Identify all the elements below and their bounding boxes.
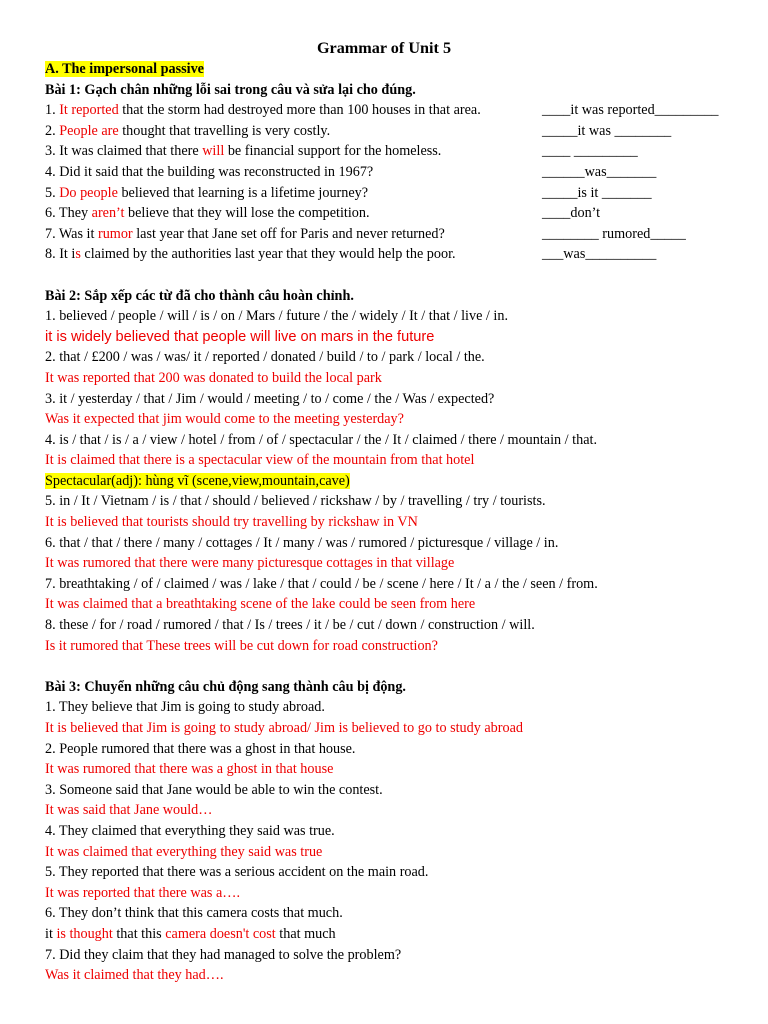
exercise-3-heading: Bài 3: Chuyển những câu chủ động sang thành câu bị động. bbox=[45, 678, 406, 695]
exercise-3-answer: It was rumored that there was a ghost in that house bbox=[45, 761, 334, 778]
exercise-3-answer: It was said that Jane would… bbox=[45, 802, 213, 819]
question-text: 2. bbox=[45, 122, 60, 139]
exercise-1-answer: _____is it _______ bbox=[542, 184, 652, 201]
error-text: will bbox=[202, 143, 225, 160]
question-text: 1. bbox=[45, 102, 60, 119]
exercise-1-item bbox=[45, 162, 748, 183]
exercise-1-question bbox=[45, 121, 542, 142]
exercise-3-question: 1. They believe that Jim is going to study abroad. bbox=[45, 699, 325, 716]
exercise-1-item bbox=[45, 183, 748, 204]
question-text: claimed by the authorities last year that they would help the poor. bbox=[80, 246, 456, 263]
spacer bbox=[45, 265, 748, 286]
exercise-2-answer: It is claimed that there is a spectacular view of the mountain from that hotel bbox=[45, 452, 475, 469]
question-text: 3. It was claimed that there bbox=[45, 143, 203, 160]
exercise-3-question: 3. Someone said that Jane would be able to win the contest. bbox=[45, 781, 383, 798]
spacer bbox=[45, 656, 748, 677]
exercise-1-answer: ______was_______ bbox=[542, 163, 657, 180]
answer-text: that much bbox=[275, 925, 336, 942]
error-text: rumor bbox=[97, 225, 133, 242]
exercise-1-answer: ___was__________ bbox=[542, 246, 657, 263]
exercise-2-heading: Bài 2: Sắp xếp các từ đã cho thành câu hoàn chỉnh. bbox=[45, 287, 354, 304]
exercise-3-list bbox=[45, 697, 748, 985]
question-text: last year that Jane set off for Paris and never returned? bbox=[132, 225, 445, 242]
exercise-1-answer: ____don’t bbox=[542, 205, 601, 222]
exercise-1-list bbox=[45, 100, 748, 265]
exercise-3-answer: Was it claimed that they had…. bbox=[45, 967, 224, 984]
exercise-2-answer: It was claimed that a breathtaking scene of the lake could be seen from here bbox=[45, 596, 476, 613]
question-text: 6. They bbox=[45, 205, 92, 222]
exercise-2-answer: It was rumored that there were many picturesque cottages in that village bbox=[45, 555, 455, 572]
exercise-3-question: 7. Did they claim that they had managed to solve the problem? bbox=[45, 946, 402, 963]
error-text: People are bbox=[59, 122, 119, 139]
exercise-1-item bbox=[45, 224, 748, 245]
exercise-2-question: 8. these / for / road / rumored / that / Is / trees / it / be / cut / down / construction / will. bbox=[45, 617, 535, 634]
question-text: 8. It i bbox=[45, 246, 76, 263]
exercise-1-answer: ____it was reported_________ bbox=[542, 102, 719, 119]
exercise-1-question bbox=[45, 100, 542, 121]
exercise-2-answer: Was it expected that jim would come to the meeting yesterday? bbox=[45, 411, 404, 428]
section-a-label: A. The impersonal passive bbox=[45, 61, 204, 77]
exercise-2-answer: it is widely believed that people will live on mars in the future bbox=[45, 328, 435, 345]
exercise-1-question bbox=[45, 224, 542, 245]
exercise-1-answer: ________ rumored_____ bbox=[542, 225, 686, 242]
exercise-2-question: 1. believed / people / will / is / on / Mars / future / the / widely / It / that / live / in. bbox=[45, 308, 508, 325]
error-text: aren’t bbox=[91, 205, 125, 222]
exercise-2-question: 4. is / that / is / a / view / hotel / from / of / spectacular / the / It / claimed / there / mountain / that. bbox=[45, 431, 597, 448]
exercise-2-list bbox=[45, 306, 748, 656]
answer-highlight: is thought bbox=[56, 925, 113, 942]
exercise-1-answer: ____ _________ bbox=[542, 143, 638, 160]
exercise-3-answer: It was reported that there was a…. bbox=[45, 884, 241, 901]
error-text: Do people bbox=[59, 184, 118, 201]
exercise-3-question: 5. They reported that there was a serious accident on the main road. bbox=[45, 864, 429, 881]
exercise-1-item bbox=[45, 244, 748, 265]
answer-highlight: camera doesn't cost bbox=[165, 925, 276, 942]
exercise-2-question: 5. in / It / Vietnam / is / that / should / believed / rickshaw / by / travelling / try / tourists. bbox=[45, 493, 546, 510]
exercise-2-question: 7. breathtaking / of / claimed / was / lake / that / could / be / scene / here / It / a / the / seen / from. bbox=[45, 575, 598, 592]
question-text: believed that learning is a lifetime journey? bbox=[117, 184, 369, 201]
exercise-1-question bbox=[45, 162, 542, 183]
question-text: 7. Was it bbox=[45, 225, 98, 242]
exercise-3-question: 4. They claimed that everything they said was true. bbox=[45, 822, 335, 839]
vocabulary-note bbox=[45, 471, 748, 492]
exercise-2-question: 6. that / that / there / many / cottages / It / many / was / rumored / picturesque / village / in. bbox=[45, 534, 559, 551]
exercise-1-answer: _____it was ________ bbox=[542, 122, 672, 139]
exercise-1-question bbox=[45, 183, 542, 204]
page-title: Grammar of Unit 5 bbox=[316, 39, 452, 57]
answer-text: that this bbox=[112, 925, 166, 942]
exercise-2-answer: It was reported that 200 was donated to build the local park bbox=[45, 369, 382, 386]
exercise-1-item bbox=[45, 100, 748, 121]
exercise-2-answer: It is believed that tourists should try travelling by rickshaw in VN bbox=[45, 514, 418, 531]
exercise-2-question: 2. that / £200 / was / was/ it / reported / donated / build / to / park / local / the. bbox=[45, 349, 485, 366]
question-text: 4. Did it said that the building was reconstructed in 1967? bbox=[45, 163, 374, 180]
exercise-1-question bbox=[45, 141, 542, 162]
question-text: that the storm had destroyed more than 100 houses in that area. bbox=[118, 102, 481, 119]
error-text: It reported bbox=[59, 102, 119, 119]
question-text: 5. bbox=[45, 184, 60, 201]
exercise-2-question: 3. it / yesterday / that / Jim / would / meeting / to / come / the / Was / expected? bbox=[45, 390, 495, 407]
section-a-heading bbox=[45, 59, 748, 80]
answer-text: it bbox=[45, 925, 57, 942]
exercise-3-question: 2. People rumored that there was a ghost in that house. bbox=[45, 740, 356, 757]
exercise-3-answer: It is believed that Jim is going to study abroad/ Jim is believed to go to study abroad bbox=[45, 720, 523, 736]
question-text: believe that they will lose the competition. bbox=[124, 205, 370, 222]
error-text: s bbox=[75, 246, 81, 263]
exercise-1-question bbox=[45, 203, 542, 224]
exercise-2-answer: Is it rumored that These trees will be cut down for road construction? bbox=[45, 637, 438, 654]
exercise-1-item bbox=[45, 141, 748, 162]
exercise-1-question bbox=[45, 244, 542, 265]
question-text: be financial support for the homeless. bbox=[224, 143, 442, 160]
exercise-1-heading: Bài 1: Gạch chân những lỗi sai trong câu và sửa lại cho đúng. bbox=[45, 81, 416, 98]
exercise-1-item bbox=[45, 121, 748, 142]
exercise-3-answer bbox=[45, 924, 748, 945]
exercise-1-item bbox=[45, 203, 748, 224]
question-text: thought that travelling is very costly. bbox=[118, 122, 331, 139]
exercise-3-question: 6. They don’t think that this camera costs that much. bbox=[45, 905, 343, 922]
exercise-3-answer: It was claimed that everything they said was true bbox=[45, 843, 323, 860]
vocabulary-note-text: Spectacular(adj): hùng vĩ (scene,view,mountain,cave) bbox=[45, 472, 350, 489]
